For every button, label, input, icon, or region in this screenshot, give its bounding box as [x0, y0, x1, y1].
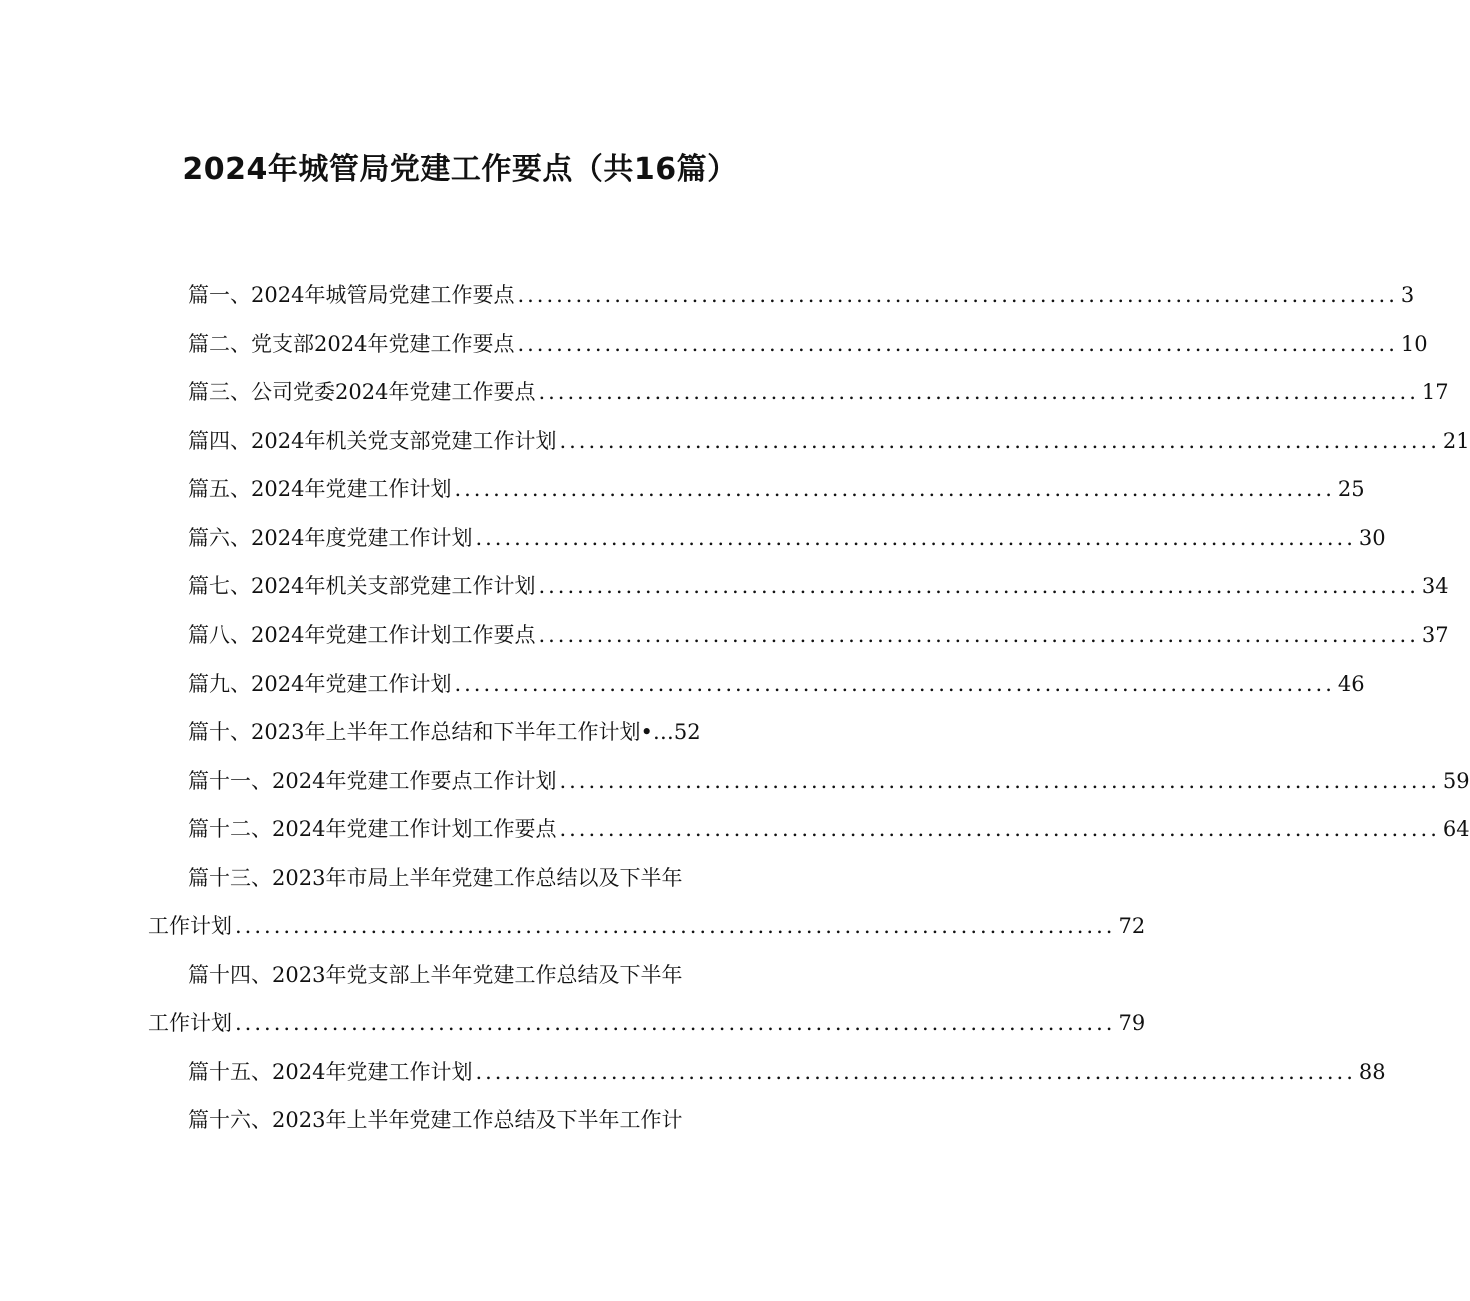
toc-page-number: 46	[1337, 672, 1365, 696]
toc-entry-5	[188, 472, 1365, 506]
toc-entry-label: 篇十一、2024年党建工作要点工作计划	[188, 769, 557, 793]
toc-page-number: 88	[1358, 1060, 1386, 1084]
toc-page-number: 21	[1442, 429, 1470, 453]
toc-entry-6	[188, 521, 1386, 555]
toc-entry-continuation: 工作计划	[148, 914, 232, 938]
toc-dot-leader: ...........................................................................................	[538, 574, 1419, 598]
toc-page-number: 30	[1358, 526, 1386, 550]
toc-entry-8	[188, 618, 1449, 652]
toc-dot-leader: ...........................................................................................	[538, 380, 1419, 404]
toc-page-number: 3	[1400, 283, 1415, 307]
toc-dot-leader: ...........................................................................................	[559, 817, 1440, 841]
toc-dot-leader: ...........................................................................................	[517, 283, 1398, 307]
toc-dot-leader: ...........................................................................................	[475, 526, 1356, 550]
toc-page-number: 59	[1442, 769, 1470, 793]
toc-entry-10	[188, 715, 778, 749]
toc-entry-label: 篇十三、2023年市局上半年党建工作总结以及下半年	[188, 866, 683, 890]
toc-dot-leader: ...........................................................................................	[475, 1060, 1356, 1084]
toc-page-number: 34	[1421, 574, 1449, 598]
toc-dot-leader: ...........................................................................................	[559, 769, 1440, 793]
toc-dot-leader: ...........................................................................................	[235, 914, 1116, 938]
toc-page-number: 17	[1421, 380, 1449, 404]
toc-entry-3	[188, 375, 1449, 409]
toc-dot-leader: ...........................................................................................	[454, 672, 1335, 696]
toc-entry-14	[188, 958, 788, 992]
toc-entry-label: 篇十六、2023年上半年党建工作总结及下半年工作计	[188, 1108, 683, 1132]
toc-entry-7	[188, 569, 1449, 603]
toc-entry-label: 篇三、公司党委2024年党建工作要点	[188, 380, 536, 404]
toc-entry-12	[188, 812, 1470, 846]
toc-entry-9	[188, 667, 1365, 701]
toc-dot-leader: ...........................................................................................	[454, 477, 1335, 501]
toc-entry-1	[188, 278, 1415, 312]
toc-entry-label: 篇八、2024年党建工作计划工作要点	[188, 623, 536, 647]
toc-dot-leader: ...........................................................................................	[538, 623, 1419, 647]
document-title: 2024年城管局党建工作要点（共16篇）	[182, 152, 738, 187]
toc-entry-13	[188, 861, 788, 895]
toc-page-number: 37	[1421, 623, 1449, 647]
toc-entry-15	[188, 1055, 1386, 1089]
toc-entry-label: 篇九、2024年党建工作计划	[188, 672, 452, 696]
toc-entry-label: 篇五、2024年党建工作计划	[188, 477, 452, 501]
toc-page-number: 25	[1337, 477, 1365, 501]
toc-dot-leader: ...........................................................................................	[235, 1011, 1116, 1035]
toc-entry-label: 篇十四、2023年党支部上半年党建工作总结及下半年	[188, 963, 683, 987]
toc-entry-4	[188, 424, 1470, 458]
toc-dot-leader: ...........................................................................................	[517, 332, 1398, 356]
toc-entry-16	[188, 1103, 788, 1137]
toc-entry-label: 篇七、2024年机关支部党建工作计划	[188, 574, 536, 598]
toc-entry-label: 篇一、2024年城管局党建工作要点	[188, 283, 515, 307]
toc-entry-text: 篇十、2023年上半年工作总结和下半年工作计划•…52	[188, 720, 701, 744]
toc-entry-label: 篇四、2024年机关党支部党建工作计划	[188, 429, 557, 453]
toc-page-number: 79	[1118, 1011, 1146, 1035]
toc-page-number: 72	[1118, 914, 1146, 938]
toc-entry-11	[188, 764, 1470, 798]
toc-page-number: 10	[1400, 332, 1428, 356]
toc-entry-label: 篇二、党支部2024年党建工作要点	[188, 332, 515, 356]
toc-entry-label: 篇十五、2024年党建工作计划	[188, 1060, 473, 1084]
toc-page-number: 64	[1442, 817, 1470, 841]
toc-entry-label: 篇十二、2024年党建工作计划工作要点	[188, 817, 557, 841]
toc-dot-leader: ...........................................................................................	[559, 429, 1440, 453]
toc-entry-label: 篇六、2024年度党建工作计划	[188, 526, 473, 550]
toc-entry-13-continuation	[148, 909, 1146, 943]
toc-entry-2	[188, 327, 1428, 361]
toc-entry-14-continuation	[148, 1006, 1146, 1040]
toc-entry-continuation: 工作计划	[148, 1011, 232, 1035]
